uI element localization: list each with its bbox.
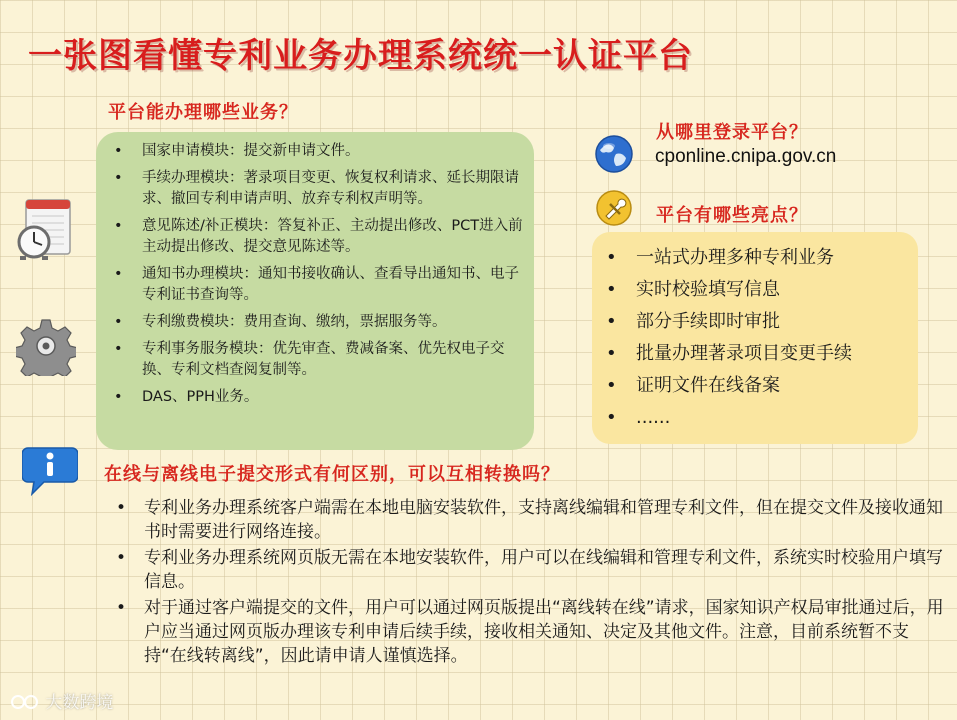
business-list [96, 141, 534, 408]
highlight-item: • 一站式办理多种专利业务 [592, 246, 918, 270]
highlight-item: • 证明文件在线备案 [592, 374, 918, 398]
business-heading: 平台能办理哪些业务？ [108, 102, 298, 123]
business-item-fees: • 专利缴费模块：费用查询、缴纳，票据服务等。 [96, 312, 534, 333]
difference-item-conversion: • 对于通过客户端提交的文件，用户可以通过网页版提出“离线转在线”请求，国家知识产权局审批通过后，用户应当通过网页版办理该专利申请后续手续，接收相关通知、决定及其他文件。注意，目前系统暂不支持“在线转离线”，因此请申请人谨慎选择。 [112, 596, 947, 668]
calendar-clock-icon [12, 196, 74, 262]
watermark-logo-icon [10, 694, 40, 710]
difference-item-client: • 专利业务办理系统客户端需在本地电脑安装软件，支持离线编辑和管理专利文件，但在提交文件及接收通知书时需要进行网络连接。 [112, 496, 947, 544]
business-panel [96, 132, 534, 450]
gear-icon [16, 316, 76, 376]
business-item-das-pph: • DAS、PPH业务。 [96, 387, 534, 408]
info-icon [22, 444, 78, 496]
platform-url[interactable]: cponline.cnipa.gov.cn [655, 146, 837, 167]
business-item-application: • 国家申请模块：提交新申请文件。 [96, 141, 534, 162]
highlight-item: • 部分手续即时审批 [592, 310, 918, 334]
difference-list [112, 496, 947, 670]
page-title: 一张图看懂专利业务办理系统统一认证平台 [28, 36, 693, 76]
highlight-item: • 实时校验填写信息 [592, 278, 918, 302]
difference-heading: 在线与离线电子提交形式有何区别，可以互相转换吗？ [104, 464, 560, 485]
business-item-services: • 专利事务服务模块：优先审查、费减备案、优先权电子交换、专利文档查阅复制等。 [96, 339, 534, 381]
business-item-procedures: • 手续办理模块：著录项目变更、恢复权利请求、延长期限请求、撤回专利申请声明、放弃专利权声明等。 [96, 168, 534, 210]
business-item-notice: • 通知书办理模块：通知书接收确认、查看导出通知书、电子专利证书查询等。 [96, 264, 534, 306]
highlights-panel [592, 232, 918, 444]
business-item-opinion: • 意见陈述/补正模块：答复补正、主动提出修改、PCT进入前主动提出修改、提交意见陈述等。 [96, 216, 534, 258]
watermark [10, 688, 113, 713]
login-heading: 从哪里登录平台？ [656, 122, 808, 143]
globe-icon [594, 134, 634, 174]
watermark-text: 大数跨境 [45, 693, 114, 713]
difference-item-web: • 专利业务办理系统网页版无需在本地安装软件，用户可以在线编辑和管理专利文件，系统实时校验用户填写信息。 [112, 546, 947, 594]
highlight-item-ellipsis: • ...... [592, 406, 918, 430]
wrench-screwdriver-icon [596, 190, 632, 226]
highlights-list [592, 246, 918, 430]
highlights-heading: 平台有哪些亮点？ [656, 205, 808, 226]
highlight-item: • 批量办理著录项目变更手续 [592, 342, 918, 366]
